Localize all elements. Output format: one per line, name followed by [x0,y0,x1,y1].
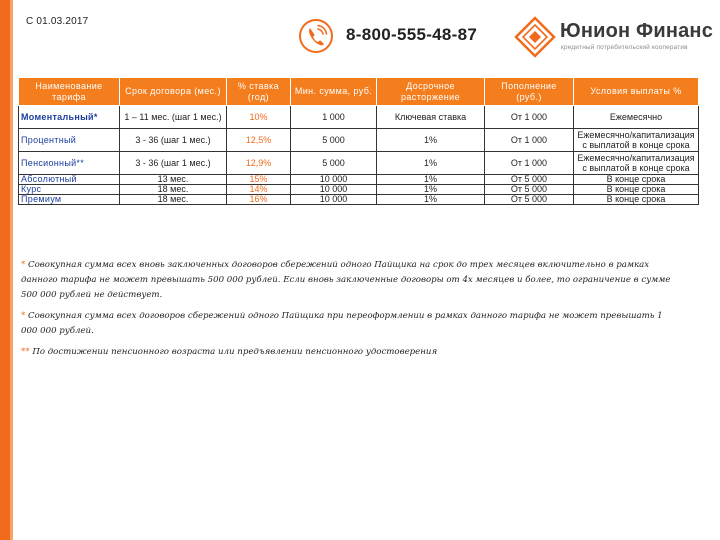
tariff-name: Курс [19,185,120,195]
diamond-logo-icon [514,16,556,58]
tariff-min-sum: 10 000 [291,185,377,195]
tariff-name: Моментальный* [19,106,120,129]
table-row [19,152,699,175]
tariff-topup: От 1 000 [485,106,574,129]
table-header-row [19,78,699,106]
phone-icon [298,18,334,54]
effective-date: С 01.03.2017 [26,16,89,27]
header-term: Срок договора (мес.) [120,78,227,106]
tariff-payout: В конце срока [574,195,699,205]
tariff-early-termination: 1% [377,152,485,175]
tariff-early-termination: 1% [377,129,485,152]
table-row [19,185,699,195]
tariff-rate: 12,5% [227,129,291,152]
tariff-name: Процентный [19,129,120,152]
table-row [19,195,699,205]
tariff-name: Пенсионный** [19,152,120,175]
tariff-payout: В конце срока [574,175,699,185]
tariff-early-termination: 1% [377,175,485,185]
tariff-payout: Ежемесячно [574,106,699,129]
tariff-payout: В конце срока [574,185,699,195]
header-min-sum: Мин. сумма, руб. [291,78,377,106]
tariff-payout: Ежемесячно/капитализация с выплатой в конце срока [574,152,699,175]
table-row [19,175,699,185]
header-payout-terms: Условия выплаты % [574,78,699,106]
footnote-marker: ** [21,347,30,357]
tariff-term: 3 - 36 (шаг 1 мес.) [120,129,227,152]
tariff-term: 18 мес. [120,195,227,205]
tariff-name: Премиум [19,195,120,205]
header-early-termination: Досрочное расторжение [377,78,485,106]
tariff-table [18,77,699,205]
footnote [21,345,681,360]
header-topup: Пополнение (руб.) [485,78,574,106]
tariff-rate: 16% [227,195,291,205]
footnote-marker: * [21,311,26,321]
footnote [21,258,681,303]
tariff-min-sum: 1 000 [291,106,377,129]
left-accent-bar-light [10,0,13,540]
tariff-early-termination: 1% [377,185,485,195]
table-row [19,106,699,129]
tariff-payout: Ежемесячно/капитализация с выплатой в конце срока [574,129,699,152]
footnote-marker: * [21,260,26,270]
footnote-text: Совокупная сумма всех вновь заключенных договоров сбережений одного Пайщика на срок до трех месяцев включительно в рамках данного тарифа не может превышать 500 000 рублей. Если вновь заключенные договоры от 4х месяцев и более, то ограничение в сумме 500 000 рублей не действует. [21,260,671,300]
tariff-term: 13 мес. [120,175,227,185]
left-accent-bar [0,0,10,540]
tariff-rate: 15% [227,175,291,185]
tariff-min-sum: 5 000 [291,129,377,152]
tariff-term: 18 мес. [120,185,227,195]
footnote-text: Совокупная сумма всех договоров сбережений одного Пайщика при переоформлении в рамках данного тарифа не может превышать 1 000 000 рублей. [21,311,663,336]
tariff-topup: От 5 000 [485,175,574,185]
tariff-term: 3 - 36 (шаг 1 мес.) [120,152,227,175]
tariff-early-termination: 1% [377,195,485,205]
tariff-topup: От 1 000 [485,129,574,152]
footnotes [21,258,681,366]
logo-subtitle: кредитный потребительский кооператив [561,44,688,51]
tariff-term: 1 – 11 мес. (шаг 1 мес.) [120,106,227,129]
logo-name: Юнион Финанс [560,20,714,42]
tariff-topup: От 5 000 [485,195,574,205]
tariff-early-termination: Ключевая ставка [377,106,485,129]
tariff-rate: 10% [227,106,291,129]
tariff-topup: От 1 000 [485,152,574,175]
tariff-min-sum: 5 000 [291,152,377,175]
footnote-text: По достижении пенсионного возраста или предъявлении пенсионного удостоверения [29,347,438,357]
tariff-rate: 12,9% [227,152,291,175]
phone-number[interactable]: 8-800-555-48-87 [346,25,478,44]
table-row [19,129,699,152]
header-tariff-name: Наименование тарифа [19,78,120,106]
tariff-topup: От 5 000 [485,185,574,195]
tariff-name: Абсолютный [19,175,120,185]
header-rate: % ставка (год) [227,78,291,106]
tariff-min-sum: 10 000 [291,175,377,185]
footnote [21,309,681,339]
tariff-rate: 14% [227,185,291,195]
tariff-min-sum: 10 000 [291,195,377,205]
